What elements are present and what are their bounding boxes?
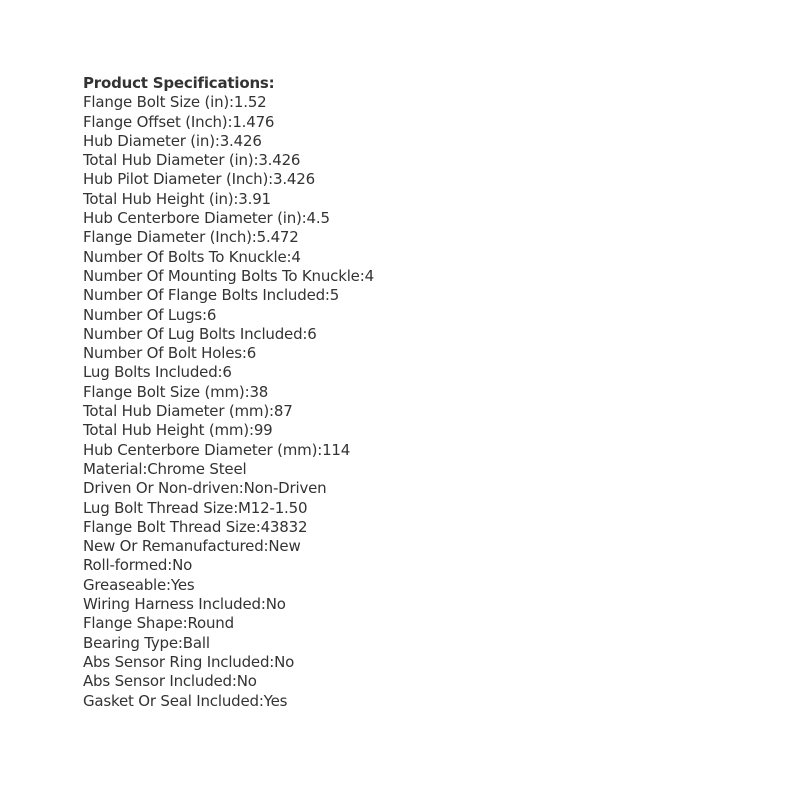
spec-label: Driven Or Non-driven xyxy=(83,479,239,498)
spec-value: No xyxy=(172,556,193,575)
spec-value: 4 xyxy=(291,247,301,266)
spec-row-hub-centerbore-diameter-in xyxy=(83,209,374,228)
spec-separator: : xyxy=(324,286,330,305)
spec-row-flange-bolts-included xyxy=(83,286,374,305)
spec-value: 1.476 xyxy=(232,112,275,131)
spec-value: No xyxy=(236,672,257,691)
spec-separator: : xyxy=(248,421,254,440)
spec-separator: : xyxy=(359,266,365,285)
spec-separator: : xyxy=(214,131,220,150)
spec-separator: : xyxy=(251,228,257,247)
spec-separator: : xyxy=(233,189,239,208)
spec-value: No xyxy=(274,652,295,671)
spec-label: Hub Pilot Diameter (Inch) xyxy=(83,170,269,189)
spec-separator: : xyxy=(301,209,307,228)
spec-label: Bearing Type xyxy=(83,633,178,652)
spec-value: M12-1.50 xyxy=(238,498,308,517)
spec-label: Hub Diameter (in) xyxy=(83,131,215,150)
spec-label: Roll-formed xyxy=(83,556,168,575)
spec-separator: : xyxy=(263,537,269,556)
spec-row-new-or-remanufactured xyxy=(83,537,374,556)
spec-label: Material xyxy=(83,459,143,478)
spec-label: Flange Bolt Size (in) xyxy=(83,93,230,112)
spec-label: Abs Sensor Ring Included xyxy=(83,652,270,671)
spec-row-total-hub-height-in xyxy=(83,190,374,209)
spec-label: New Or Remanufactured xyxy=(83,537,264,556)
spec-value: Chrome Steel xyxy=(147,459,247,478)
spec-label: Number Of Flange Bolts Included xyxy=(83,286,325,305)
spec-separator: : xyxy=(241,344,247,363)
section-heading: Product Specifications: xyxy=(83,74,275,92)
spec-separator: : xyxy=(260,595,266,614)
spec-row-roll-formed xyxy=(83,556,374,575)
spec-separator: : xyxy=(177,633,183,652)
spec-label: Hub Centerbore Diameter (in) xyxy=(83,209,302,228)
spec-row-flange-offset xyxy=(83,113,374,132)
spec-row-total-hub-diameter-mm xyxy=(83,402,374,421)
spec-value: No xyxy=(265,595,286,614)
spec-separator: : xyxy=(302,324,308,343)
spec-label: Abs Sensor Included xyxy=(83,672,232,691)
spec-separator: : xyxy=(231,672,237,691)
spec-separator: : xyxy=(227,112,233,131)
spec-label: Total Hub Diameter (in) xyxy=(83,151,254,170)
spec-separator: : xyxy=(253,151,259,170)
spec-label: Total Hub Height (in) xyxy=(83,189,234,208)
spec-separator: : xyxy=(233,498,239,517)
spec-row-lug-bolts-included xyxy=(83,363,374,382)
spec-row-flange-bolt-size-in xyxy=(83,93,374,112)
spec-row-flange-bolt-size-mm xyxy=(83,383,374,402)
spec-block xyxy=(83,74,374,711)
spec-label: Number Of Bolt Holes xyxy=(83,344,242,363)
spec-label: Flange Diameter (Inch) xyxy=(83,228,252,247)
spec-row-wiring-harness xyxy=(83,595,374,614)
spec-separator: : xyxy=(269,652,275,671)
spec-label: Flange Shape xyxy=(83,614,183,633)
spec-value: 3.91 xyxy=(238,189,271,208)
spec-row-material xyxy=(83,460,374,479)
spec-label: Lug Bolt Thread Size xyxy=(83,498,234,517)
spec-label: Wiring Harness Included xyxy=(83,595,261,614)
spec-row-number-of-lugs xyxy=(83,306,374,325)
spec-label: Number Of Lugs xyxy=(83,305,203,324)
spec-separator: : xyxy=(286,247,292,266)
spec-separator: : xyxy=(244,382,250,401)
spec-label: Flange Offset (Inch) xyxy=(83,112,228,131)
spec-separator: : xyxy=(202,305,207,324)
spec-separator: : xyxy=(167,556,173,575)
spec-row-bolts-to-knuckle xyxy=(83,248,374,267)
spec-row-bearing-type xyxy=(83,634,374,653)
spec-separator: : xyxy=(229,93,234,112)
spec-value: Round xyxy=(187,614,234,633)
spec-row-gasket-or-seal xyxy=(83,692,374,711)
spec-value: 3.426 xyxy=(219,131,262,150)
spec-value: 5 xyxy=(329,286,340,305)
spec-row-flange-bolt-thread-size xyxy=(83,518,374,537)
spec-value: Non-Driven xyxy=(243,479,327,498)
spec-separator: : xyxy=(238,479,244,498)
spec-value: 87 xyxy=(273,402,293,421)
spec-row-hub-pilot-diameter xyxy=(83,170,374,189)
spec-row-total-hub-diameter-in xyxy=(83,151,374,170)
spec-value: 6 xyxy=(246,344,257,363)
spec-separator: : xyxy=(258,691,264,710)
spec-row-hub-centerbore-diameter-mm xyxy=(83,441,374,460)
spec-separator: : xyxy=(317,440,323,459)
spec-label: Greaseable xyxy=(83,575,167,594)
spec-row-hub-diameter xyxy=(83,132,374,151)
spec-row-abs-sensor xyxy=(83,672,374,691)
spec-separator: : xyxy=(268,170,273,189)
spec-row-flange-diameter xyxy=(83,228,374,247)
spec-value: 6 xyxy=(307,324,317,343)
spec-label: Lug Bolts Included xyxy=(83,363,218,382)
spec-label: Number Of Mounting Bolts To Knuckle xyxy=(83,266,360,285)
spec-value: 114 xyxy=(322,440,351,459)
spec-label: Gasket Or Seal Included xyxy=(83,691,259,710)
spec-separator: : xyxy=(166,575,171,594)
spec-row-lug-bolts-included-count xyxy=(83,325,374,344)
spec-label: Number Of Lug Bolts Included xyxy=(83,324,303,343)
spec-label: Total Hub Height (mm) xyxy=(83,421,249,440)
spec-row-mounting-bolts-to-knuckle xyxy=(83,267,374,286)
spec-label: Total Hub Diameter (mm) xyxy=(83,402,269,421)
spec-value: 4 xyxy=(364,266,374,285)
spec-label: Flange Bolt Size (mm) xyxy=(83,382,245,401)
spec-row-greaseable xyxy=(83,576,374,595)
spec-value: 38 xyxy=(249,382,269,401)
spec-label: Flange Bolt Thread Size xyxy=(83,517,256,536)
spec-separator: : xyxy=(182,614,188,633)
spec-value: Yes xyxy=(170,575,195,594)
spec-value: 43832 xyxy=(260,517,308,536)
spec-value: 6 xyxy=(206,305,217,324)
spec-row-abs-sensor-ring xyxy=(83,653,374,672)
spec-row-total-hub-height-mm xyxy=(83,421,374,440)
spec-separator: : xyxy=(217,363,223,382)
spec-separator: : xyxy=(142,459,148,478)
spec-value: 3.426 xyxy=(258,151,301,170)
spec-value: Yes xyxy=(263,691,288,710)
spec-value: Ball xyxy=(182,633,210,652)
spec-value: 6 xyxy=(222,363,232,382)
spec-row-driven xyxy=(83,479,374,498)
spec-value: New xyxy=(268,537,301,556)
spec-label: Hub Centerbore Diameter (mm) xyxy=(83,440,318,459)
spec-separator: : xyxy=(269,402,274,421)
spec-value: 99 xyxy=(253,421,273,440)
spec-row-flange-shape xyxy=(83,614,374,633)
spec-row-bolt-holes xyxy=(83,344,374,363)
spec-label: Number Of Bolts To Knuckle xyxy=(83,247,287,266)
spec-value: 3.426 xyxy=(273,170,315,189)
spec-row-lug-bolt-thread-size xyxy=(83,499,374,518)
spec-value: 4.5 xyxy=(306,209,330,228)
spec-value: 1.52 xyxy=(233,93,267,112)
spec-value: 5.472 xyxy=(256,228,299,247)
spec-separator: : xyxy=(255,517,261,536)
